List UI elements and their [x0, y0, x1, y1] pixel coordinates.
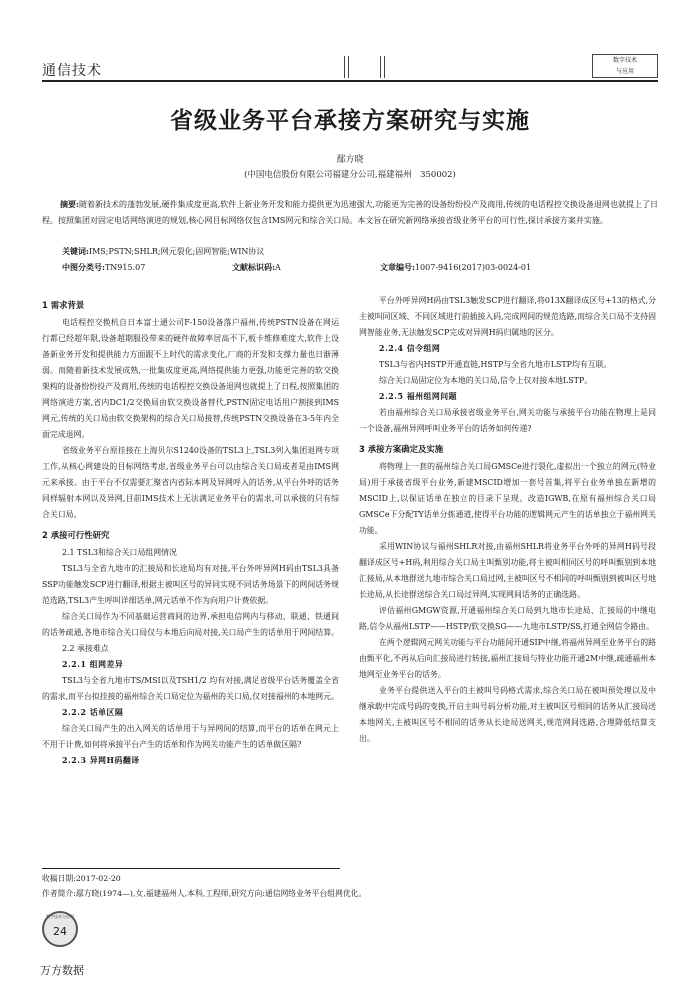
- keywords-label: 关键词:: [62, 246, 89, 256]
- subsection-heading: 2.2.4 信令组网: [379, 344, 441, 353]
- affiliation: (中国电信股份有限公司福建分公司,福建福州 350002): [244, 170, 456, 180]
- paragraph: 省级业务平台原挂接在上海贝尔S1240设备的TSL3上,TSL3列入集团退网专项工作,从核心网建设的目标网络考虑,省级业务平台可以由综合关口局或者是由IMS网元来承接。由于平台不仅需要汇聚省内省际本网及异网呼入的话务,从平台外呼的话务同样辐射本网以及异网,目前IMS技术上无法满足业务平台的需求,可以承接的只有综合关口局。: [42, 446, 339, 519]
- right-column: [359, 293, 656, 747]
- brand-watermark: 万方数据: [40, 964, 84, 977]
- journal-logo: [592, 54, 658, 78]
- paper-title: 省级业务平台承接方案研究与实施: [170, 108, 530, 134]
- subsection-heading: 2.1 TSL3和综合关口局组网情况: [62, 548, 177, 557]
- subsection-heading: 2.2.3 异网H码翻译: [62, 756, 140, 765]
- paragraph: TSL3与省内HSTP开通直链,HSTP与全省九地市LSTP均有互联。: [379, 360, 612, 369]
- paragraph: 将物理上一套的福州综合关口局GMSCe进行裂化,虚拟出一个独立的网元(特业局)用于承接省级平台业务,新建MSCID增加一套号首集,将平台业务单独在新增的MSCID上,以保证话单在独立的目录下呈现。改造IGWB,在原有福州综合关口局GMSCe下分配TY话单分拣通道,使得平台功能的逻辑网元产生的话单独立于福州网关功能。: [359, 462, 656, 535]
- received-date: 收稿日期:2017-02-20: [42, 874, 121, 883]
- keywords-text: IMS;PSTN;SHLR;网元裂化;固网智能;WIN协议: [88, 247, 265, 256]
- abstract: [42, 196, 658, 229]
- paragraph: TSL3与全省九地市TS/MSI以及TSH1/2 均有对接,满足省级平台话务覆盖全省的需求,而平台拟挂接的福州综合关口局定位为福州的关口局,仅对接福州的本地网元。: [42, 676, 339, 701]
- logo-line1: 数字技术: [612, 57, 637, 64]
- left-column: [42, 293, 339, 769]
- paragraph: 平台外呼异网H码由TSL3触发SCP进行翻译,将013X翻译成区号+13的格式,分主被叫同区域、不同区域进行前插接入码,完成网间的规范选路,而综合关口局不支持固网智能业务,无法触发SCP完成对异网H码归属地的区分。: [359, 296, 656, 337]
- paragraph: 综合关口局作为不同基础运营商间的边界,承担电信网内与移动、联通、铁通间的话务疏通,各地市综合关口局仅与本地后向局对接,关口局产生的话单用于网间结算。: [42, 612, 339, 637]
- paragraph: 在两个逻辑网元网关功能与平台功能间开通SIP中继,将福州异网至业务平台的路由甄平化,不再从后向汇接局进行转接,福州汇接局与特业功能开通2M中继,疏通福州本地网至业务平台的话务。: [359, 638, 656, 679]
- doc-value: A: [274, 263, 281, 272]
- article-value: 1007-9416(2017)03-0024-01: [414, 263, 532, 272]
- article-label: 文章编号:: [380, 262, 415, 272]
- section-heading: 2 承接可行性研究: [42, 530, 110, 540]
- doc-code: [232, 262, 281, 273]
- paragraph: 综合关口局产生的出入网关的话单用于与异网间的结算,而平台的话单在网元上不用于计费,如何将承接平台产生的话单和作为网关功能产生的话单做区隔?: [42, 724, 339, 749]
- subsection-heading: 2.2.5 福州组网问题: [379, 392, 458, 401]
- clc-value: TN915.07: [104, 263, 146, 272]
- page-number: 24: [53, 925, 67, 938]
- paragraph: TSL3与全省九地市的汇接局和长途局均有对接,平台外呼异网H码由TSL3具备SSP功能触发SCP进行翻译,根据主被叫区号的异同实现不同话务场景下的网间话务规范选路,TSL3产生呼叫详细话单,网元话单不作为向用户计费依据。: [42, 564, 339, 605]
- page-number-badge: [42, 911, 78, 947]
- subsection-heading: 2.2.1 组网差异: [62, 660, 124, 669]
- section-title: 通信技术: [42, 63, 102, 79]
- paragraph: 综合关口局固定位为本地的关口局,信令上仅对接本地LSTP。: [379, 376, 593, 385]
- section-heading: 1 需求背景: [42, 300, 85, 310]
- clc-label: 中图分类号:: [62, 262, 105, 272]
- clc-number: [62, 262, 145, 273]
- logo-line2: 与应用: [615, 68, 634, 75]
- subsection-heading: 2.2.2 话单区隔: [62, 708, 124, 717]
- subsection-heading: 2.2 承接难点: [62, 644, 109, 653]
- paragraph: 业务平台提供送入平台的主被叫号码格式需求,综合关口局在被叫预处理以及中继承载中完成号码的变换,开启主叫号码分析功能,对主被叫区号相同的话务从汇接局送本地网关,主被叫区号不相同的话务从长途局送网关,规范网间选路,合理降低结算支出。: [359, 686, 656, 743]
- running-header: [42, 52, 658, 82]
- badge-text: 数字技术与应用: [46, 914, 74, 919]
- keywords: [62, 246, 264, 257]
- article-number: [380, 262, 531, 273]
- section-heading: 3 承接方案确定及实施: [359, 444, 444, 454]
- author: 鄢方晓: [336, 155, 364, 165]
- header-rule: [42, 80, 658, 82]
- doc-label: 文献标识码:: [232, 262, 275, 272]
- author-bio: 作者简介:鄢方晓(1974—),女,福建福州人,本科,工程师,研究方向:通信网络业务平台组网优化。: [42, 889, 367, 898]
- abstract-text: 随着新技术的蓬勃发展,硬件集成度更高,软件上新业务开发和能力提供更为迅速强大,功能更为完善的设备纷纷投产及商用,传统的电话程控交换设备退网也就提上了日程。按照集团对固定电话网络演进的规划,核心网目标网络仅包含IMS网元和综合关口局。本文旨在研究新网络承接省级业务平台的可行性,探讨承接方案并实施。: [42, 200, 659, 225]
- header-bars: [344, 56, 384, 78]
- paragraph: 电话程控交换机自日本富士通公司F-150设备落户福州,传统PSTN设备在网运行都已经超年限,设备超期服役带来的硬件故障率居高不下,板卡维修难度大,软件上设备新业务开发和提供能力方面跟不上时代的需求变化,厂商的开发和支撑力量也日渐薄弱。而随着新技术发展成熟,一批集成度更高,网络提供能力更强,功能更完善的软交换架构的设备纷纷投产及商用,传统的电话程控交换设备退网也就提上了日程,按照集团的网络演进方案,省内DC1/2交换局由软交换设备替代,PSTN固定电话用户割接到IMS网元,传统的关口局由软交换架构的综合关口局接替,传统PSTN交换设备在3-5年内全面完成退网。: [42, 318, 339, 439]
- footnote-rule: [42, 868, 340, 869]
- abstract-label: 摘要:: [60, 199, 79, 209]
- paragraph: 评估福州GMGW资源,开通福州综合关口局到九地市长途局、汇接局的中继电路,信令从福州LSTP——HSTP/软交换SG——九地市LSTP/SS,打通全网信令路由。: [359, 606, 656, 631]
- paragraph: 采用WIN协议与福州SHLR对接,由福州SHLR将业务平台外呼的异网H码号段翻译成区号+H码,利用综合关口局主叫甄别功能,将主被叫相同区号的呼叫甄别到本地汇接局,从本地群送九地市综合关口局过网,主被叫区号不相同的呼叫甄别到被叫区号地长途局,从长途群送综合关口局过异网,实现网间话务的正确选路。: [359, 542, 656, 599]
- paragraph: 若由福州综合关口局承接省级业务平台,网关功能与承接平台功能在物理上是同一个设备,福州异网呼叫业务平台的话务如何传递?: [359, 408, 656, 433]
